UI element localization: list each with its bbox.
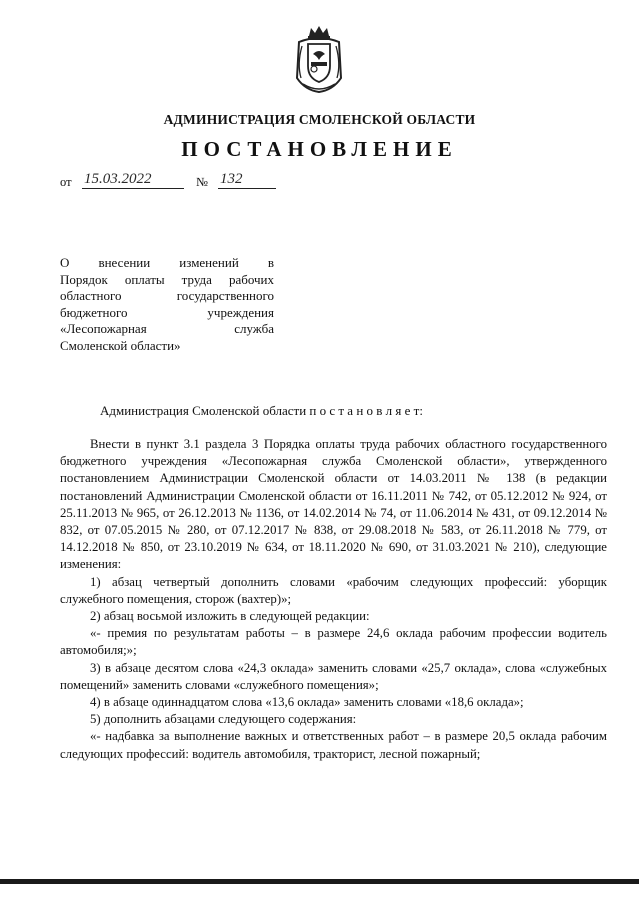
subject-line: бюджетного учреждения: [60, 304, 274, 320]
document-type-title: ПОСТАНОВЛЕНИЕ: [181, 137, 458, 161]
document-number: 132: [218, 170, 276, 189]
subject-line: «Лесопожарная служба: [60, 321, 274, 336]
body-paragraph: 3) в абзаце десятом слова «24,3 оклада» заменить словами «25,7 оклада», слова «служебных помещений» заменить словами «служебного помещения»;: [60, 660, 607, 692]
body-paragraph: 2) абзац восьмой изложить в следующей редакции:: [90, 609, 370, 624]
document-subject: [60, 255, 274, 354]
body-paragraph: 4) в абзаце одиннадцатом слова «13,6 оклада» заменить словами «18,6 оклада»;: [90, 695, 524, 710]
subject-line: областного государственного: [60, 288, 274, 303]
body-paragraph: «- надбавка за выполнение важных и ответственных работ – в размере 20,5 оклада рабочим следующих профессий: водитель автомобиля, тракторист, лесной пожарный;: [60, 729, 607, 761]
coat-of-arms-emblem: [293, 24, 345, 94]
body-paragraph: 1) абзац четвертый дополнить словами «рабочим следующих профессий: уборщик служебного помещения, сторож (вахтер)»;: [60, 574, 607, 606]
body-paragraph: «- премия по результатам работы – в размере 24,6 оклада рабочим профессии водитель автомобиля;»;: [60, 626, 607, 658]
document-date: 15.03.2022: [82, 170, 184, 189]
subject-line: Смоленской области»: [60, 337, 181, 353]
number-prefix: №: [196, 175, 208, 189]
document-body: [60, 436, 607, 763]
preamble: Администрация Смоленской области п о с т а н о в л я е т:: [100, 403, 423, 418]
body-paragraph: 5) дополнить абзацами следующего содержания:: [90, 712, 357, 727]
subject-line: Порядок оплаты труда рабочих: [60, 271, 274, 287]
date-prefix: от: [60, 175, 72, 189]
scan-edge-bar: [0, 879, 639, 884]
body-paragraph: Внести в пункт 3.1 раздела 3 Порядка оплаты труда рабочих областного государственного бюджетного учреждения «Лесопожарная служба Смоленской области», утвержденного постановлением Администрации Смоленской области от 14.03.2011 № 138 (в редакции постановлений Администрации Смоленской области от 16.11.2011 № 742, от 05.12.2012 № 924, от 25.11.2013 № 965, от 26.12.2013 № 1136, от 14.02.2014 № 74, от 11.06.2014 № 431, от 09.12.2014 № 832, от 07.05.2015 № 280, от 07.12.2017 № 838, от 29.08.2018 № 583, от 26.11.2018 № 779, от 14.12.2018 № 850, от 23.10.2019 № 634, от 18.11.2020 № 690, от 31.03.2021 № 210), следующие изменения:: [60, 437, 607, 572]
organization-name: АДМИНИСТРАЦИЯ СМОЛЕНСКОЙ ОБЛАСТИ: [163, 112, 476, 127]
document-reference-line: [60, 170, 290, 192]
subject-line: О внесении изменений в: [60, 255, 274, 270]
